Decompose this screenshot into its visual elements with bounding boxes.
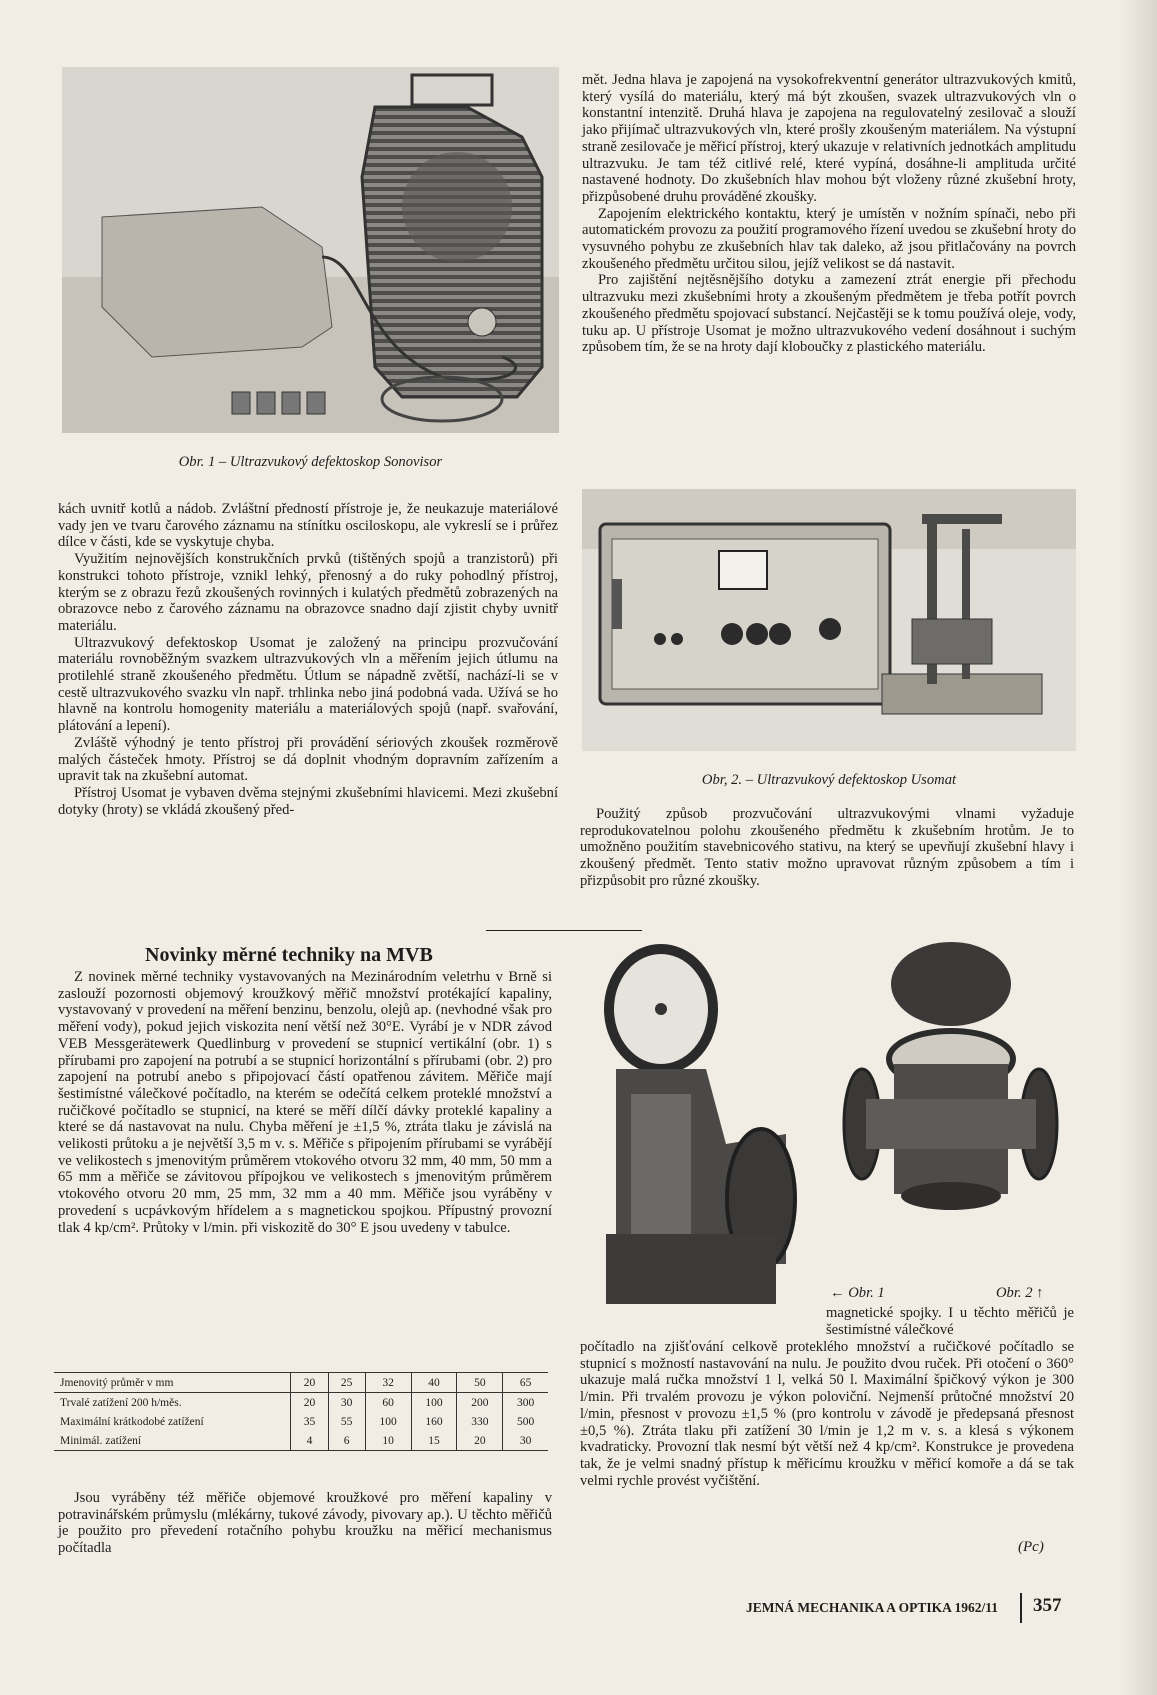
table-cell: 32 — [365, 1373, 411, 1393]
table-cell: 20 — [457, 1431, 503, 1451]
paragraph: Použitý způsob prozvučování ultrazvukovými vlnami vyžaduje reprodukovatelnou polohu zkoušeného předmětu k zkušebním hrotům. Je to umožněno použitím stavebnicového stativu, na který se upevňují zkušební hlavy i zkoušený předmět. Tento stativ možno upravovat různým způsobem a tím i přizpůsobit pro různé zkoušky. — [580, 806, 1074, 889]
page-number: 357 — [1033, 1595, 1062, 1616]
paragraph: kách uvnitř kotlů a nádob. Zvláštní předností přístroje je, že neukazuje materiálové vady jen ve tvaru čarového záznamu na stínítku osciloskopu, ale vykreslí se i průřez dílce v části, kde se vyskytuje chyba. — [58, 501, 558, 551]
paragraph: Přístroj Usomat je vybaven dvěma stejnými zkušebními hlavicemi. Mezi zkušební dotyky (hroty) se vkládá zkoušený před- — [58, 784, 558, 818]
page-edge-shadow — [1121, 0, 1157, 1695]
table-cell: 160 — [411, 1412, 457, 1431]
table-cell: 50 — [457, 1373, 503, 1393]
table-cell: Minimál. zatížení — [60, 1434, 142, 1447]
journal-footer: JEMNÁ MECHANIKA A OPTIKA 1962/11 — [746, 1600, 999, 1615]
table-cell: Jmenovitý průměr v mm — [54, 1373, 291, 1393]
table-cell: 40 — [411, 1373, 457, 1393]
figure-1-photo — [62, 67, 559, 433]
table-cell: 6 — [328, 1431, 365, 1451]
table-cell: 35 — [291, 1412, 328, 1431]
paragraph: Zapojením elektrického kontaktu, který je umístěn v nožním spínači, nebo při automatickém provozu za použití programového řízení uvedou se zkušební hroty do vysuvného pohybu ze zkušebních hlav tak daleko, až jsou přitlačovány na povrch zkoušeného předmětu určitou silou, jejíž velikost se dá nastavit. — [582, 205, 1076, 272]
paragraph: počítadlo na zjišťování celkově proteklého množství a ručičkové počítadlo se stupnicí s možností nastavování na nulu. Je použito dvou ruček. Při otočení o 360° ukazuje malá ručka množství 1 l, velká 50 l. Maximální špičkový výkon je 300 l/min. Při trvalém provozu je výkon poloviční. Nejmenší průtočné množství 20 l/min, přesnost v provozu ±1,5 % (pro kontrolu v závodě je předepsaná přesnost ±0,5 %). Ztráta tlaku při zatížení 30 l/min je 1,2 m v. s. a klesá s výkonem kvadraticky. Provozní tlak nesmí být větší než 4 kp/cm². Konstrukce je provedena tak, že je velmi snadný přístup k měřicímu kroužku v měřicí komoře a dá se tak velmi rychle provést vyčištění. — [580, 1339, 1074, 1489]
table-cell: Trvalé zatížení 200 h/měs. — [60, 1396, 182, 1409]
paragraph: magnetické spojky. I u těchto měřičů je šestimístné válečkové — [826, 1305, 1074, 1338]
section-divider — [486, 930, 642, 931]
figure-2-caption: Obr, 2. – Ultrazvukový defektoskop Usomat — [701, 772, 957, 788]
article-after-table — [58, 1490, 552, 1557]
paragraph: mět. Jedna hlava je zapojená na vysokofrekventní generátor ultrazvukových kmitů, který vysílá do materiálu, který má být zkoušen, svazek ultrazvukových vln o konstantní intenzitě. Druhá hlava je zapojena na regulovatelný zesilovač a slouží jako přijímač ultrazvukových vln, které prošly zkoušeným materiálem. Na výstupní straně zesilovače je měřicí přístroj, který ukazuje v relativních jednotkách amplitudu ultrazvuku. Je tam též citlivé relé, které vypíná, dosáhne-li amplituda určité nastavené hodnoty. Do zkušebních hlav mohou být vloženy různé zkušební hroty, přizpůsobené druhu prováděné zkoušky. — [582, 72, 1076, 205]
table-header-row — [54, 1373, 548, 1393]
table-cell: 30 — [328, 1393, 365, 1413]
paragraph: Zvláště výhodný je tento přístroj při provádění sériových zkoušek rozměrově malých částeček hmoty. Přístroj se dá doplnit vhodným dopravním zařízením a upravit tak na zkušební automat. — [58, 734, 558, 785]
table-cell: 65 — [503, 1373, 548, 1393]
figure-1-label: ← Obr. 1 — [830, 1285, 885, 1301]
table-cell: 20 — [291, 1393, 328, 1413]
figure-2-photo — [582, 489, 1076, 751]
table-cell: 4 — [291, 1431, 328, 1451]
table-row — [54, 1431, 548, 1451]
article-left-column — [58, 969, 552, 1236]
table-cell: 20 — [291, 1373, 328, 1393]
top-right-column — [582, 72, 1076, 356]
flow-meters-photo — [576, 934, 1081, 1304]
figure-2-label: Obr. 2 ↑ — [996, 1285, 1044, 1301]
table-cell: 100 — [365, 1412, 411, 1431]
table-cell: 200 — [457, 1393, 503, 1413]
table-cell: 25 — [328, 1373, 365, 1393]
right-middle-column — [580, 806, 1074, 890]
figure-1-caption: Obr. 1 – Ultrazvukový defektoskop Sonovisor — [178, 454, 443, 470]
article-right-column — [580, 1339, 1074, 1489]
table-cell: 300 — [503, 1393, 548, 1413]
paragraph: Ultrazvukový defektoskop Usomat je založený na principu prozvučování materiálu rovnoběžným svazkem ultrazvukových vln a měřením jejich útlumu na protilehlé straně zkoušeného předmětu. Útlum se nápadně zvětší, nachází-li se v cestě ultrazvukového svazku vln např. trhlinka nebo jiná podobná vada. Užívá se ho hlavně na kontrolu homogenity materiálu a materiálových spojů (např. svařování, plátování a lepení). — [58, 634, 558, 735]
spec-table — [54, 1372, 548, 1451]
table-row — [54, 1393, 548, 1413]
table-cell: 100 — [411, 1393, 457, 1413]
paragraph: Využitím nejnovějších konstrukčních prvků (tištěných spojů a tranzistorů) při konstrukci tohoto přístroje, vznikl lehký, přenosný a do ruky pohodlný přístroj, kterým se z obrazu řezů zkoušených rovinných i kulatých předmětů zobrazených na obrazovce nebo z čarového záznamu na obrazovce snadno dají zjistit chyby uvnitř materiálu. — [58, 551, 558, 634]
footer-divider — [1020, 1593, 1022, 1623]
paragraph: Z novinek měrné techniky vystavovaných na Mezinárodním veletrhu v Brně si zaslouží pozornosti objemový kroužkový měřič množství protékající kapaliny, vystavovaný v provedení na měření benzinu, benzolu, olejů ap. (nevhodné však pro měření vody), pokud jejich viskozita není větší než 30°E. Vyrábí je v NDR závod VEB Messgerätewerk Quedlinburg v provedení se stupnicí vertikální (obr. 1) s přírubami pro zapojení na potrubí a se stupnicí horizontální s přírubami (obr. 2) pro zapojení na potrubí anebo s připojovací částí opatřenou závitem. Měřiče mají šestimístné válečkové počítadlo, na kterém se odečítá celkem proteklé množství a ručičkové počítadlo se stupnicí, na které se měří dílčí dávky proteklé kapaliny a které se dá nastavovat na nulu. Chyba měření je ±1,5 %, ztráta tlaku je závislá na velikosti průtoku a je největší 3,5 m v. s. Měřiče s připojením přírubami se vyrábějí ve velikostech s jmenovitým průměrem vtokového otvoru 32 mm, 40 mm, 50 mm a 65 mm a měřiče se závitovou přípojkou ve velikostech s jmenovitým průměrem vtokového otvoru 20 mm, 25 mm, 32 mm a 40 mm. Měřiče jsou vyráběny v provedení s ucpávkovým hřídelem a s magnetickou spojkou. Přípustný provozní tlak 4 kp/cm². Průtoky v l/min. při viskozitě do 30° E jsou uvedeny v tabulce. — [58, 969, 552, 1236]
paragraph: Pro zajištění nejtěsnějšího dotyku a zamezení ztrát energie při přechodu ultrazvuku mezi zkušebními hroty a zkoušeným předmětem je třeba potřít povrch zkoušeného předmětu spojovací substancí. Nejčastěji se k tomu používá oleje, vody, tuku ap. U přístroje Usomat je možno ultrazvukového vedení dosáhnout i suchým způsobem tím, že se na hroty dají kloboučky z plastického materiálu. — [582, 272, 1076, 356]
paragraph: Jsou vyráběny též měřiče objemové kroužkové pro měření kapaliny v potravinářském průmyslu (mlékárny, tukové závody, pivovary ap.). U těchto měřičů je použito pro převedení rotačního pohybu kroužku na měřicí mechanismus počítadla — [58, 1490, 552, 1557]
table-cell: 60 — [365, 1393, 411, 1413]
author-signature: (Pc) — [1018, 1539, 1044, 1555]
left-middle-column — [58, 501, 558, 818]
table-cell: 10 — [365, 1431, 411, 1451]
table-cell: 55 — [328, 1412, 365, 1431]
table-cell: Maximální krátkodobé zatížení — [60, 1415, 204, 1428]
table-cell: 30 — [503, 1431, 548, 1451]
article-title: Novinky měrné techniky na MVB — [145, 944, 433, 966]
table-cell: 15 — [411, 1431, 457, 1451]
table-cell: 330 — [457, 1412, 503, 1431]
table-row — [54, 1412, 548, 1431]
article-right-column-top — [826, 1305, 1074, 1338]
table-cell: 500 — [503, 1412, 548, 1431]
